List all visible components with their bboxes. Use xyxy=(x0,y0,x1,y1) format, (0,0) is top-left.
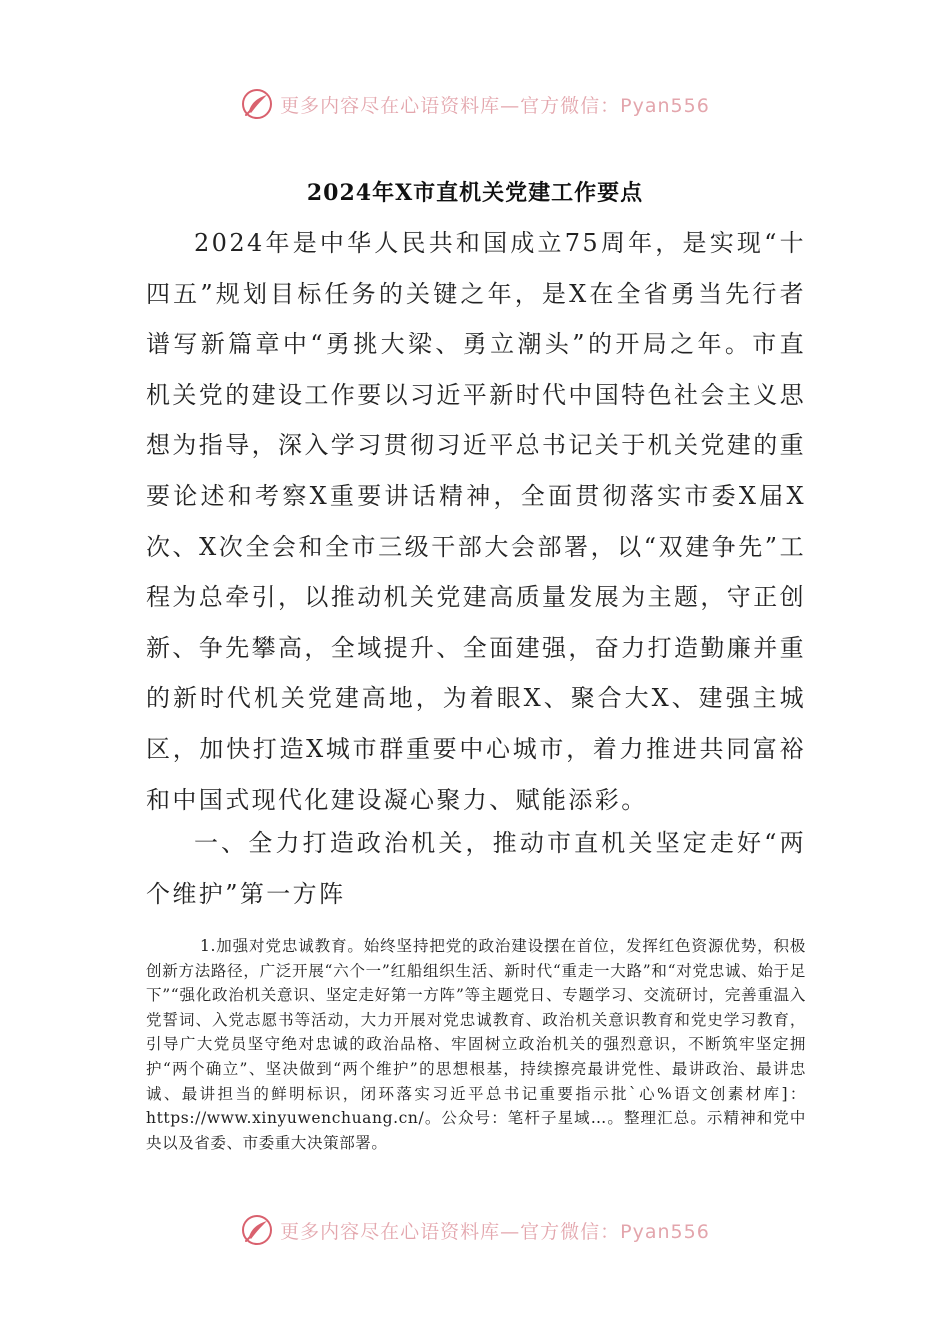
section-heading-1: 一、全力打造政治机关，推动市直机关坚定走好“两个维护”第一方阵 xyxy=(146,829,806,908)
watermark-prefix: 更多内容尽在心语资料库—官方微信： xyxy=(280,94,621,117)
document-title: 2024年X市直机关党建工作要点 xyxy=(306,180,644,206)
brand-logo-icon xyxy=(240,1213,274,1247)
watermark-handle: Pyan556 xyxy=(620,94,710,117)
watermark-footer xyxy=(0,1210,950,1250)
brand-logo-icon xyxy=(240,87,274,121)
section-1-paragraph-1: 1.加强对党忠诚教育。始终坚持把党的政治建设摆在首位，发挥红色资源优势，积极创新方法路径，广泛开展“六个一”红船组织生活、新时代“重走一大路”和“对党忠诚、始于足下”“强化政治机关意识、坚定走好第一方阵”等主题党日、专题学习、交流研讨，完善重温入党誓词、入党志愿书等活动，大力开展对党忠诚教育、政治机关意识教育和党史学习教育，引导广大党员坚守绝对忠诚的政治品格、牢固树立政治机关的强烈意识，不断筑牢坚定拥护“两个确立”、坚决做到“两个维护”的思想根基，持续擦亮最讲党性、最讲政治、最讲忠诚、最讲担当的鲜明标识，闭环落实习近平总书记重要指示批`心%语文创素材库]：https://www.xinyuwenchuang.cn/。公众号：笔杆子星域…。整理汇总。示精神和党中央以及省委、市委重大决策部署。 xyxy=(146,937,806,1152)
watermark-text xyxy=(280,1217,710,1244)
watermark-text xyxy=(280,91,710,118)
intro-paragraph: 2024年是中华人民共和国成立75周年，是实现“十四五”规划目标任务的关键之年，是X在全省勇当先行者谱写新篇章中“勇挑大梁、勇立潮头”的开局之年。市直机关党的建设工作要以习近平新时代中国特色社会主义思想为指导，深入学习贯彻习近平总书记关于机关党建的重要论述和考察X重要讲话精神，全面贯彻落实市委X届X次、X次全会和全市三级干部大会部署，以“双建争先”工程为总牵引，以推动机关党建高质量发展为主题，守正创新、争先攀高，全域提升、全面建强，奋力打造勤廉并重的新时代机关党建高地，为着眼X、聚合大X、建强主城区，加快打造X城市群重要中心城市，着力推进共同富裕和中国式现代化建设凝心聚力、赋能添彩。 xyxy=(146,229,806,814)
watermark-header xyxy=(0,84,950,124)
watermark-prefix: 更多内容尽在心语资料库—官方微信： xyxy=(280,1220,621,1243)
watermark-handle: Pyan556 xyxy=(620,1220,710,1243)
